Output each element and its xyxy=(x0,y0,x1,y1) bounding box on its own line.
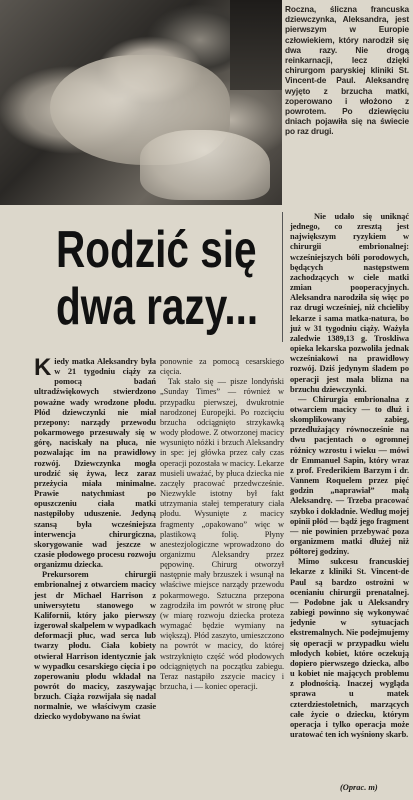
paragraph: Mimo sukcesu francuskiej lekarze z kliniki St. Vincent-de Paul są bardzo ostrożni w ocenianiu chirurgii prenatalnej. — Podobne jak u Aleksandry zabiegi powinno się wykonywać jedynie w sytuacjach ekstremalnych. Nie podejmujemy się operacji w przypadku wielu młodych kobiet, które oczekują dopiero pierwszego dziecka, albo u kobiet nie mających problemu z płodnością. Inaczej wygląda sprawa u matek czterdziestoletnich, marzących całe życie o dziecku, którym operacja i tylko operacja może uratować ten ich wyśniony skarb. xyxy=(290,557,409,739)
paragraph: ponownie za pomocą cesarskiego cięcia. xyxy=(160,357,284,377)
headline-line-2: dwa razy... xyxy=(56,278,259,336)
article-photo xyxy=(0,0,282,205)
author-credit: (Oprac. m) xyxy=(340,783,378,792)
lead-text: iedy matka Aleksandry była w 21 tygodniu ciąży za pomocą badań ultradźwiękowych stwierdzono poważne wady wrodzone płodu. Płód dziewczynki nie miał przepony: narządy przewodu pokarmowego przesuwały się w górę, naciskały na płuca, nie pozwalając im na prawidłowy rozwój. Dziewczynka mogła urodzić się żywa, lecz zaraz przeżycia miała minimalne. Prawie natychmiast po opuszczeniu ciała matki następiłoby uduszenie. Jedyną szansą była wcześniejsza interwencja chirurgiczna, skorygowanie wad jeszcze w czasie płodowego procesu rozwoju organizmu dziecka. xyxy=(34,357,156,570)
column-divider xyxy=(282,212,283,342)
photo-surgeon-glove xyxy=(140,130,270,200)
article-headline xyxy=(56,221,259,336)
column-right xyxy=(290,212,409,740)
paragraph: Prekursorem chirurgii embrionalnej z otwarciem macicy jest dr Michael Harrison z uniwersytetu stanowego w Kalifornii, który jako pierwszy izgerował skalpelem w wypadkach deformacji płuc, wad serca lub twarzy płodu. Ciała kobiety otwierał Harrison identycznie jak w wypadku cesarskiego cięcia i po zoperowaniu płodu wkładał na powrót do macicy, zaszywając brzuch. Ciąża rozwijała się nadal normalnie, we właściwym czasie dziecko wydobywano na świat xyxy=(34,570,156,722)
photo-shadow xyxy=(230,0,282,90)
lead-paragraph xyxy=(34,354,156,570)
photo-caption: Roczna, śliczna francuska dziewczynka, Aleksandra, jest pierwszym w Europie człowiekiem, który narodził się dwa razy. Nie drogą reinkarnacji, lecz dzięki chirurgom paryskiej kliniki St. Vincent-de Paul. Aleksandrę wyjęto z brzucha matki, zoperowano i włożono z powrotem. Po dziewięciu dniach pojawiła się na świecie po raz drugi. xyxy=(285,4,409,137)
headline-line-1: Rodzić się xyxy=(56,221,257,279)
column-left xyxy=(34,354,156,723)
drop-cap: K xyxy=(34,354,52,381)
paragraph: — Chirurgia embrionalna z otwarciem macicy — to dłuż i skomplikowany zabieg, przedłużający równocześnie na dwu pacjentach o ogromnej różnicy wzrostu i wieku — mówi dr Emmanuel Sapin, który wraz z prof. Frederikiem Barzym i dr. Vannem Roquelem przez pięć godzin „naprawiał” małą Aleksandrę. — Trzeba pracować szybko i dokładnie. Według mojej opinii płód — bądź jego fragment — nie powinien przebywać poza organizmem matki dłużej niż półtorej godziny. xyxy=(290,394,410,557)
column-middle xyxy=(160,357,284,692)
paragraph: Tak stało się — pisze londyński „Sunday Times” — również w przypadku pierwszej, dwukrotnie narodzonej Europejki. Po rozcięciu brzucha odciągnięto strzykawką wody płodowe. Z otworzonej macicy wysunięto nóżki i brzuch Aleksandry in spe: jej główka przez cały czas operacji pozostała w macicy. Lekarze musieli uważać, by płuca dziecka nie zaczęły pracować przedwcześnie. Niezwykle istotny był fakt utrzymania stałej temperatury ciała płodu. Wysunięte z macicy fragmenty „opakowano” więc w plastikową folię. Płyny anestezjologiczne wprowadzono do organizmu Aleksandry przez pępowinę. Chirurg otworzył następnie mały brzuszek i wsunął na właściwe miejsce narządy przewodu pokarmowego. Sztuczna przepona zagrodziła im powrót w stronę płuc (w miarę rozwoju dziecka proteza wymagać będzie wymiany na większą). Płód zaszyto, umieszczono na powrót w macicy, do której wstrzyknięto część wód płodowych odciągniętych na początku zabiegu. Teraz nastąpiło zszycie macicy i brzucha, i — koniec operacji. xyxy=(160,377,284,691)
paragraph: Nie udało się uniknąć jednego, co zresztą jest największym ryzykiem w chirurgii embrionalnej: wcześniejszych bóli porodowych, będących następstwem zachodzących w ciele matki zmian pooperacyjnych. Aleksandra narodziła się więc po raz drugi wcześniej, niż chcieliby lekarze i sama matka-natura, bo już w 31 tygodniu ciąży. Ważyła zaledwie 1389,13 g. Troskliwa opieka lekarska pozwoliła jednak wcześniakowi na prawidłowy rozwój. Dziś jedynym śladem po operacji jest mała blizna na brzuchu dziewczynki. xyxy=(290,212,409,394)
